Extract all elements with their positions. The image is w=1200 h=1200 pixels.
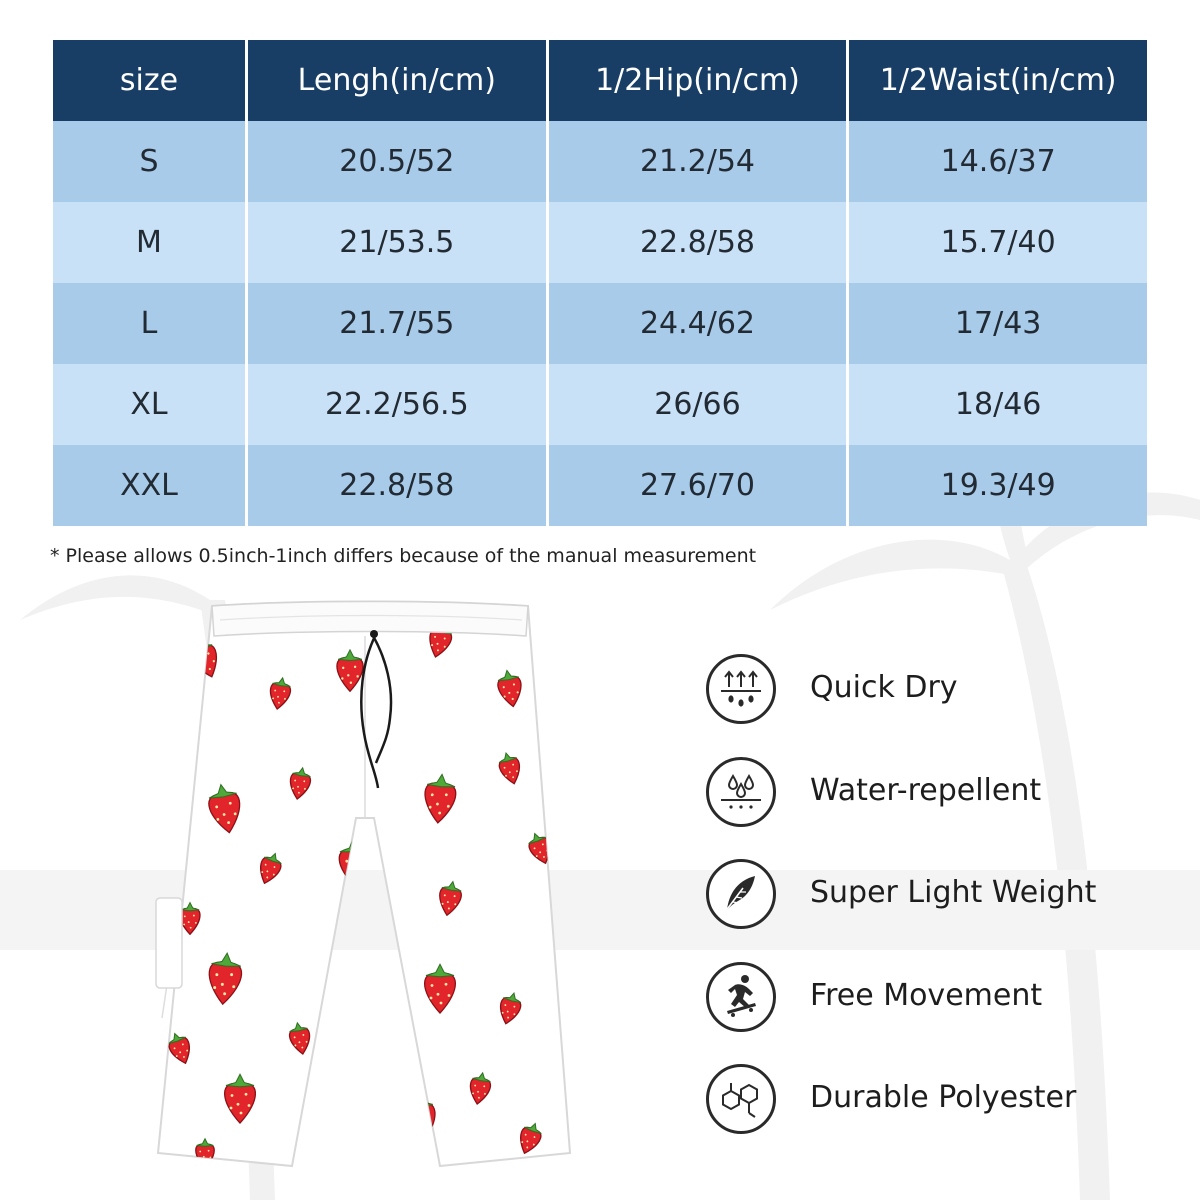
quick-dry-icon <box>706 654 776 724</box>
header-waist: 1/2Waist(in/cm) <box>849 40 1147 121</box>
cell-hip: 22.8/58 <box>549 202 847 283</box>
cell-hip: 24.4/62 <box>549 283 847 364</box>
feature-label: Water-repellent <box>810 772 1042 808</box>
cell-length: 22.2/56.5 <box>248 364 546 445</box>
cell-waist: 14.6/37 <box>849 121 1147 202</box>
cell-length: 21/53.5 <box>248 202 546 283</box>
strawberry-print <box>160 730 190 767</box>
cell-length: 21.7/55 <box>248 283 546 364</box>
cell-hip: 26/66 <box>549 364 847 445</box>
feature-super-light-weight <box>706 859 1176 962</box>
cell-hip: 27.6/70 <box>549 445 847 526</box>
size-chart-header-row <box>53 40 1147 121</box>
cell-waist: 15.7/40 <box>849 202 1147 283</box>
table-row <box>53 445 1147 526</box>
cell-size: S <box>53 121 245 202</box>
feature-label: Super Light Weight <box>810 875 1097 910</box>
feather-icon <box>706 859 776 929</box>
feature-label: Durable Polyester <box>810 1080 1077 1115</box>
feature-free-movement <box>706 962 1176 1065</box>
molecule-icon <box>706 1064 776 1134</box>
table-row <box>53 121 1147 202</box>
header-size: size <box>53 40 245 121</box>
cell-hip: 21.2/54 <box>549 121 847 202</box>
water-repellent-icon <box>706 757 776 827</box>
cell-length: 22.8/58 <box>248 445 546 526</box>
header-hip: 1/2Hip(in/cm) <box>549 40 847 121</box>
feature-label: Quick Dry <box>810 670 958 705</box>
cell-waist: 17/43 <box>849 283 1147 364</box>
table-row <box>53 364 1147 445</box>
feature-durable-polyester <box>706 1064 1176 1167</box>
feature-label: Free Movement <box>810 977 1043 1013</box>
cell-size: L <box>53 283 245 364</box>
cell-length: 20.5/52 <box>248 121 546 202</box>
table-row <box>53 283 1147 364</box>
cell-size: M <box>53 202 245 283</box>
feature-quick-dry <box>706 654 1176 757</box>
feature-water-repellent <box>706 757 1176 860</box>
feature-list <box>706 654 1176 1167</box>
cell-waist: 19.3/49 <box>849 445 1147 526</box>
cell-size: XXL <box>53 445 245 526</box>
table-row <box>53 202 1147 283</box>
cell-waist: 18/46 <box>849 364 1147 445</box>
cell-size: XL <box>53 364 245 445</box>
skateboarder-icon <box>706 962 776 1032</box>
strawberry-shorts-image <box>150 598 580 1168</box>
size-chart-table <box>50 40 1150 526</box>
measurement-note: * Please allows 0.5inch-1inch differs because of the manual measurement <box>50 545 757 567</box>
header-length: Lengh(in/cm) <box>248 40 546 121</box>
